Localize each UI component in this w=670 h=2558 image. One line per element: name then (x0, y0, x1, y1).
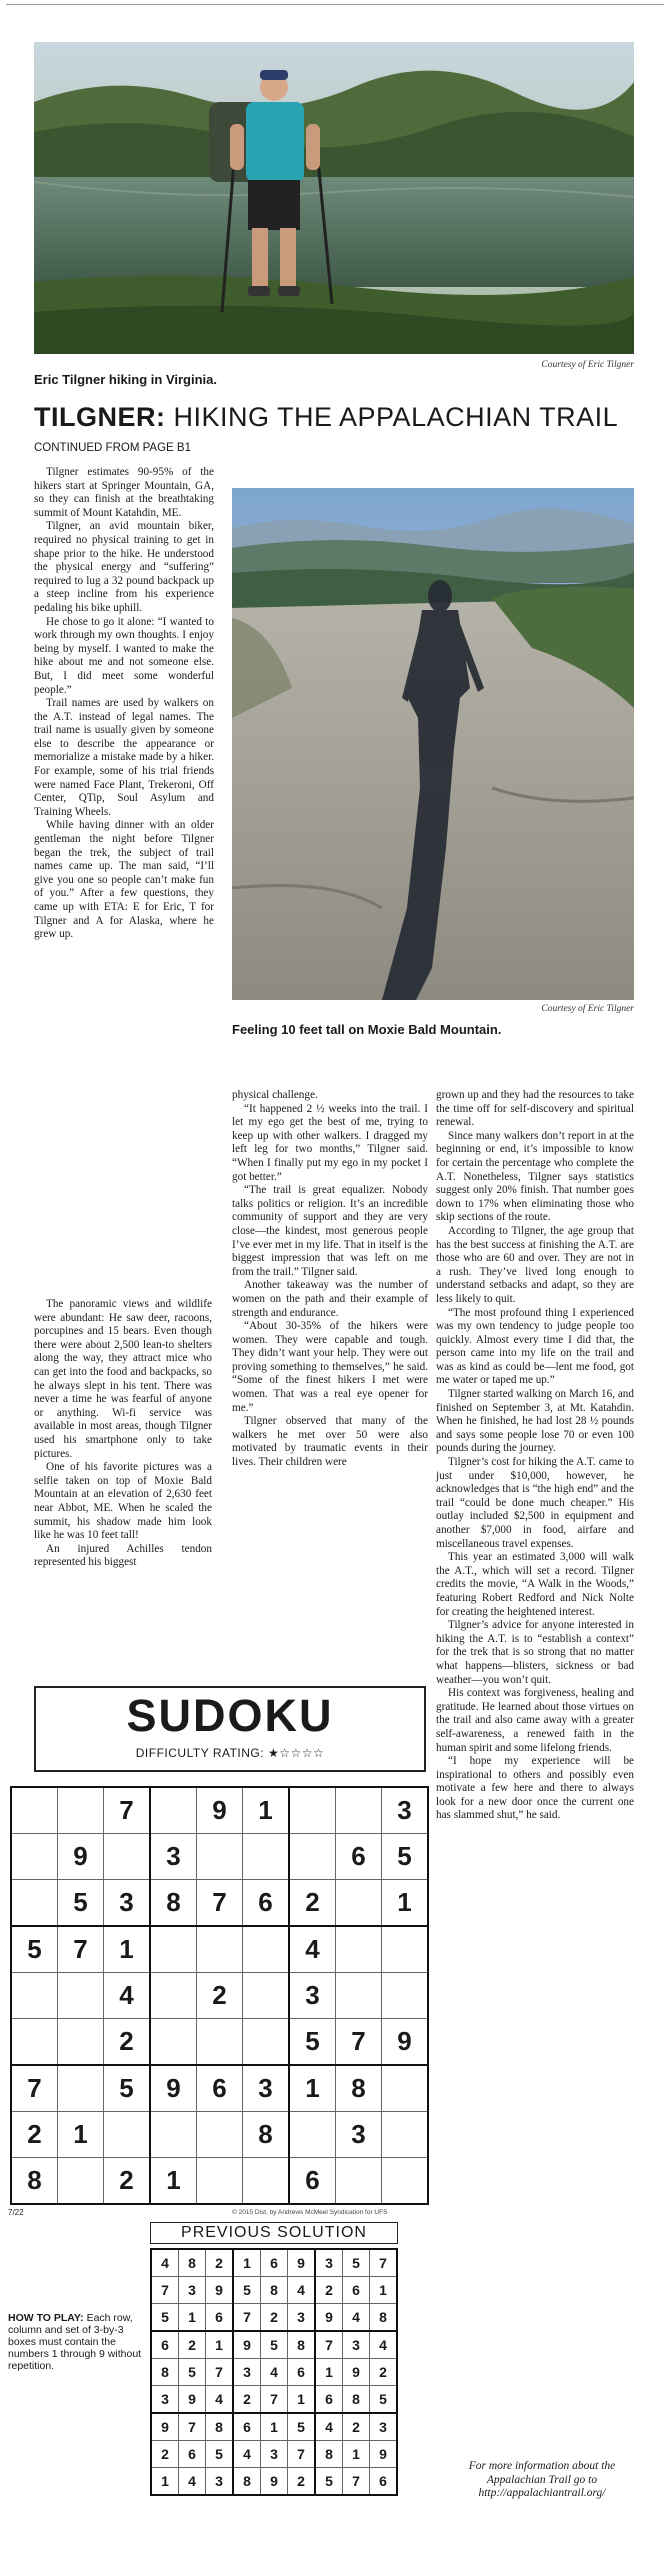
solution-cell: 5 (288, 2413, 316, 2441)
sudoku-cell (243, 2158, 290, 2205)
sudoku-cell: 8 (150, 1880, 197, 1927)
solution-cell: 7 (179, 2413, 206, 2441)
sudoku-row (11, 1973, 428, 2019)
solution-cell: 5 (343, 2249, 370, 2277)
solution-cell: 1 (233, 2249, 261, 2277)
sudoku-cell (243, 2019, 290, 2066)
solution-row (151, 2249, 397, 2277)
sudoku-row (11, 2019, 428, 2066)
sudoku-cell (197, 2019, 243, 2066)
sudoku-cell (150, 2019, 197, 2066)
sudoku-cell: 8 (336, 2065, 382, 2112)
solution-cell: 1 (370, 2277, 398, 2304)
puzzle-copyright: © 2015 Dist. by Andrews McMeel Syndication for UFS (232, 2209, 388, 2216)
sudoku-cell: 9 (197, 1787, 243, 1834)
solution-cell: 4 (343, 2304, 370, 2332)
solution-cell: 9 (179, 2386, 206, 2414)
sudoku-cell: 3 (336, 2112, 382, 2158)
solution-cell: 5 (370, 2386, 398, 2414)
sudoku-cell: 5 (289, 2019, 336, 2066)
solution-row (151, 2304, 397, 2332)
solution-cell: 8 (206, 2413, 234, 2441)
solution-cell: 1 (343, 2441, 370, 2468)
solution-cell: 7 (233, 2304, 261, 2332)
solution-cell: 7 (288, 2441, 316, 2468)
solution-cell: 3 (206, 2468, 234, 2496)
sudoku-cell (336, 1880, 382, 1927)
sudoku-cell (336, 1787, 382, 1834)
sudoku-cell: 8 (11, 2158, 58, 2205)
sudoku-cell (382, 2158, 429, 2205)
solution-cell: 1 (206, 2331, 234, 2359)
paragraph: “The most profound thing I experienced was my own tendency to judge people too quickly. Almost every time I did that, the person came into my life on the trail and was as kind as could be—lent me food, got me water or taped me up.” (436, 1306, 634, 1387)
solution-cell: 6 (288, 2359, 316, 2386)
solution-cell: 7 (343, 2468, 370, 2496)
sudoku-row (11, 2158, 428, 2205)
sudoku-cell (197, 1926, 243, 1973)
sudoku-cell: 7 (104, 1787, 151, 1834)
paragraph: Tilgner started walking on March 16, and finished on September 3, at Mt. Katahdin. When he finished, he had lost 28 ½ pounds and says some people lose 70 or even 100 pounds during the journey. (436, 1388, 634, 1455)
top-rule (6, 4, 664, 5)
solution-cell: 1 (315, 2359, 343, 2386)
solution-cell: 7 (151, 2277, 179, 2304)
sudoku-cell (382, 1926, 429, 1973)
solution-cell: 9 (315, 2304, 343, 2332)
solution-row (151, 2413, 397, 2441)
sudoku-cell: 5 (11, 1926, 58, 1973)
solution-cell: 3 (343, 2331, 370, 2359)
solution-cell: 1 (261, 2413, 288, 2441)
sudoku-cell: 2 (197, 1973, 243, 2019)
paragraph: Since many walkers don’t report in at the beginning or end, it’s impossible to know for certain the percentage who complete the A.T. Nonetheless, Tilgner says statistics suggest only 20% finish. That number goes down to 17% when eliminating those who skip sections of the route. (436, 1129, 634, 1224)
paragraph: An injured Achilles tendon represented his biggest (34, 1542, 212, 1569)
how-to-play (8, 2312, 146, 2372)
sudoku-cell: 1 (150, 2158, 197, 2205)
solution-cell: 3 (261, 2441, 288, 2468)
sudoku-cell: 3 (104, 1880, 151, 1927)
solution-cell: 3 (288, 2304, 316, 2332)
paragraph: “I hope my experience will be inspirational to others and possibly even motivate a few here and there to always look for a new door once the current one has slammed shut,” he said. (436, 1755, 634, 1822)
sudoku-cell (336, 1973, 382, 2019)
sudoku-cell: 8 (243, 2112, 290, 2158)
solution-cell: 9 (343, 2359, 370, 2386)
solution-row (151, 2277, 397, 2304)
sudoku-cell: 5 (382, 1834, 429, 1880)
article-column-1 (34, 466, 214, 942)
sudoku-cell (58, 2158, 104, 2205)
sudoku-cell: 1 (289, 2065, 336, 2112)
solution-cell: 6 (315, 2386, 343, 2414)
sudoku-cell: 4 (104, 1973, 151, 2019)
solution-cell: 2 (151, 2441, 179, 2468)
shadow-photo (232, 488, 634, 1000)
sudoku-cell (382, 2065, 429, 2112)
solution-cell: 8 (179, 2249, 206, 2277)
solution-cell: 2 (315, 2277, 343, 2304)
solution-cell: 2 (370, 2359, 398, 2386)
sudoku-cell (58, 1787, 104, 1834)
sudoku-cell: 7 (336, 2019, 382, 2066)
sudoku-cell: 7 (197, 1880, 243, 1927)
solution-cell: 7 (370, 2249, 398, 2277)
solution-cell: 2 (261, 2304, 288, 2332)
photo1-credit: Courtesy of Eric Tilgner (541, 360, 634, 370)
sudoku-cell: 9 (150, 2065, 197, 2112)
paragraph: Another takeaway was the number of women on the path and their example of strength and endurance. (232, 1279, 428, 1319)
continued-from: CONTINUED FROM PAGE B1 (34, 442, 191, 454)
solution-cell: 5 (233, 2277, 261, 2304)
solution-cell: 1 (179, 2304, 206, 2332)
headline-name: TILGNER: (34, 402, 166, 432)
how-to-play-label: HOW TO PLAY: (8, 2312, 84, 2324)
paragraph: “The trail is great equalizer. Nobody talks politics or religion. It’s an incredible community of support and they are very close—the kindest, most generous people I’ve ever met in my life. That in itself is the biggest impression that was left on me from the trail.” Tilgner said. (232, 1184, 428, 1278)
sudoku-cell (197, 1834, 243, 1880)
puzzle-date: 7/22 (8, 2208, 24, 2217)
sudoku-cell: 6 (197, 2065, 243, 2112)
solution-cell: 7 (206, 2359, 234, 2386)
paragraph: One of his favorite pictures was a selfie taken on top of Moxie Bald Mountain at an elevation of 2,630 feet near Abbot, ME. When he scaled the summit, his shadow made him look like he was 10 feet tall! (34, 1461, 212, 1542)
solution-cell: 4 (261, 2359, 288, 2386)
sudoku-cell (11, 2019, 58, 2066)
paragraph: Tilgner, an avid mountain biker, required no physical training to get in shape prior to the hike. He understood the physical energy and “suffering” required to lug a 32 pound backpack up a steep incline from his experience pedaling his bike uphill. (34, 520, 214, 614)
sudoku-cell: 1 (58, 2112, 104, 2158)
solution-row (151, 2331, 397, 2359)
sudoku-cell (104, 2112, 151, 2158)
sudoku-cell: 2 (104, 2158, 151, 2205)
paragraph: Trail names are used by walkers on the A.T. instead of legal names. The trail name is usually given by someone else to describe the appearance or memorialize a mistake made by a hiker. For example, some of his trial friends were named Face Plant, Trekeroni, Off Center, QTip, Soul Asylum and Training Wheels. (34, 697, 214, 818)
sudoku-cell (289, 2112, 336, 2158)
how-to-play-text: Each row, column and set of 3-by-3 boxes must contain the numbers 1 through 9 without repetition. (8, 2312, 142, 2372)
photo2-caption: Feeling 10 feet tall on Moxie Bald Mountain. (232, 1022, 502, 1037)
sudoku-cell (197, 2112, 243, 2158)
solution-cell: 6 (233, 2413, 261, 2441)
sudoku-cell: 6 (289, 2158, 336, 2205)
solution-cell: 8 (261, 2277, 288, 2304)
sudoku-cell: 6 (243, 1880, 290, 1927)
sudoku-cell (289, 1787, 336, 1834)
sudoku-cell (58, 2019, 104, 2066)
sudoku-cell (150, 2112, 197, 2158)
solution-cell: 4 (233, 2441, 261, 2468)
paragraph: Tilgner estimates 90-95% of the hikers start at Springer Mountain, GA, so they can finish at the breathtaking summit of Mount Katahdin, ME. (34, 466, 214, 519)
solution-cell: 8 (343, 2386, 370, 2414)
sudoku-cell: 9 (382, 2019, 429, 2066)
sudoku-row (11, 1926, 428, 1973)
sudoku-header (34, 1686, 426, 1772)
solution-cell: 9 (151, 2413, 179, 2441)
sudoku-row (11, 1834, 428, 1880)
solution-cell: 2 (288, 2468, 316, 2496)
sudoku-cell (243, 1973, 290, 2019)
sudoku-cell: 6 (336, 1834, 382, 1880)
paragraph: This year an estimated 3,000 will walk the A.T., which will set a record. Tilgner credits the movie, “A Walk in the Woods,” featuring Robert Redford and Nick Nolte for creating the heightened interest. (436, 1551, 634, 1618)
sudoku-row (11, 1787, 428, 1834)
solution-cell: 4 (179, 2468, 206, 2496)
article-column-1-lower (34, 1298, 212, 1570)
paragraph: “It happened 2 ½ weeks into the trail. I let my ego get the best of me, trying to keep up with other walkers. I dragged my left leg for two months,” Tilgner said. “When I finally put my ego in my pocket I got better.” (232, 1102, 428, 1183)
sudoku-cell: 5 (104, 2065, 151, 2112)
solution-cell: 3 (370, 2413, 398, 2441)
sudoku-row (11, 2065, 428, 2112)
sudoku-cell (289, 1834, 336, 1880)
sudoku-cell (336, 2158, 382, 2205)
solution-cell: 8 (288, 2331, 316, 2359)
sudoku-puzzle-grid (10, 1786, 429, 2205)
solution-cell: 4 (288, 2277, 316, 2304)
sudoku-cell: 2 (289, 1880, 336, 1927)
sudoku-cell (150, 1973, 197, 2019)
sudoku-cell: 2 (11, 2112, 58, 2158)
paragraph: His context was forgiveness, healing and gratitude. He learned about those virtues on the trail and also came away with a greater self-awareness, a renewed faith in the human spirit and some lifelong friends. (436, 1687, 634, 1754)
solution-cell: 7 (315, 2331, 343, 2359)
shadow-mountain-image (232, 488, 634, 1000)
sudoku-cell: 7 (11, 2065, 58, 2112)
difficulty-rating: DIFFICULTY RATING: ★☆☆☆☆ (135, 1746, 325, 1760)
paragraph: While having dinner with an older gentleman the night before Tilgner began the trek, the subject of trail names came up. The man said, “I’ll give you one so people can’t make fun of you.” After a few questions, they came up with ETA: E for Eric, T for Tilgner and A for Alaska, where he grew up. (34, 819, 214, 941)
solution-row (151, 2359, 397, 2386)
sudoku-cell (58, 1973, 104, 2019)
solution-cell: 6 (370, 2468, 398, 2496)
solution-cell: 3 (233, 2359, 261, 2386)
solution-cell: 5 (315, 2468, 343, 2496)
sudoku-cell: 9 (58, 1834, 104, 1880)
sudoku-cell: 3 (150, 1834, 197, 1880)
solution-cell: 5 (151, 2304, 179, 2332)
sudoku-cell: 7 (58, 1926, 104, 1973)
sudoku-cell (197, 2158, 243, 2205)
paragraph: grown up and they had the resources to take the time off for self-discovery and spiritual renewal. (436, 1089, 634, 1129)
sudoku-cell: 1 (243, 1787, 290, 1834)
solution-cell: 6 (179, 2441, 206, 2468)
more-info-note: For more information about the Appalachian Trail go to http://appalachiantrail.org/ (468, 2460, 616, 2500)
solution-cell: 5 (206, 2441, 234, 2468)
solution-cell: 1 (151, 2468, 179, 2496)
sudoku-cell: 3 (243, 2065, 290, 2112)
solution-cell: 6 (151, 2331, 179, 2359)
sudoku-cell: 5 (58, 1880, 104, 1927)
sudoku-cell: 3 (382, 1787, 429, 1834)
sudoku-cell (382, 1973, 429, 2019)
sudoku-cell (150, 1926, 197, 1973)
solution-cell: 2 (206, 2249, 234, 2277)
hiker-lake-image (34, 42, 634, 354)
solution-cell: 4 (370, 2331, 398, 2359)
hiker-photo (34, 42, 634, 354)
solution-cell: 9 (261, 2468, 288, 2496)
article-column-3 (436, 1089, 634, 1823)
sudoku-cell (11, 1787, 58, 1834)
previous-solution-title: PREVIOUS SOLUTION (150, 2222, 398, 2244)
solution-cell: 4 (151, 2249, 179, 2277)
paragraph: According to Tilgner, the age group that has the best success at finishing the A.T. are those who are 60 and over. They are not in a rush. They’ve lived long enough to understand setbacks and adapt, so they are less likely to quit. (436, 1224, 634, 1305)
headline-title: HIKING THE APPALACHIAN TRAIL (165, 402, 619, 432)
photo2-credit: Courtesy of Eric Tilgner (541, 1004, 634, 1014)
solution-cell: 4 (315, 2413, 343, 2441)
solution-cell: 2 (343, 2413, 370, 2441)
solution-row (151, 2386, 397, 2414)
solution-cell: 2 (233, 2386, 261, 2414)
solution-cell: 3 (179, 2277, 206, 2304)
paragraph: “About 30-35% of the hikers were women. They were capable and tough. They didn’t want your help. They were out proving something to themselves,” he said. “Some of the finest hikers I met were women. That was a real eye opener for me.” (232, 1320, 428, 1414)
paragraph: physical challenge. (232, 1089, 318, 1101)
solution-cell: 5 (261, 2331, 288, 2359)
sudoku-cell (243, 1834, 290, 1880)
sudoku-cell (58, 2065, 104, 2112)
solution-cell: 5 (179, 2359, 206, 2386)
solution-cell: 8 (151, 2359, 179, 2386)
sudoku-cell (11, 1973, 58, 2019)
solution-cell: 6 (261, 2249, 288, 2277)
sudoku-cell: 1 (104, 1926, 151, 1973)
sudoku-cell (11, 1880, 58, 1927)
previous-solution-grid (150, 2248, 398, 2496)
solution-cell: 9 (288, 2249, 316, 2277)
headline (34, 402, 618, 433)
solution-cell: 9 (206, 2277, 234, 2304)
sudoku-cell (382, 2112, 429, 2158)
sudoku-cell (336, 1926, 382, 1973)
article-column-2 (232, 1089, 428, 1470)
solution-cell: 1 (288, 2386, 316, 2414)
solution-cell: 7 (261, 2386, 288, 2414)
solution-row (151, 2468, 397, 2496)
paragraph: Tilgner observed that many of the walkers he met over 50 were also motivated by traumatic events in their lives. Their children were (232, 1415, 428, 1469)
solution-cell: 3 (315, 2249, 343, 2277)
paragraph: Tilgner’s cost for hiking the A.T. came to just under $10,000, however, he acknowledges that is “the high end” and the trail “could be done much cheaper.” His outlay included $2,500 in equipment and another $7,000 in food, airfare and miscellaneous travel expenses. (436, 1456, 634, 1550)
photo1-caption: Eric Tilgner hiking in Virginia. (34, 372, 218, 387)
solution-row (151, 2441, 397, 2468)
paragraph: The panoramic views and wildlife were abundant: He saw deer, racoons, porcupines and 15 bears. Even though there were about 2,500 lean-to shelters along the way, they attract mice who can get into the food and backpacks, so he always slept in his tent. There was never a time he was fearful of anyone or anything. Wi-fi service was available in most areas, though Tilgner used his smartphone only to take pictures. (34, 1298, 212, 1460)
solution-cell: 8 (370, 2304, 398, 2332)
solution-cell: 9 (370, 2441, 398, 2468)
solution-cell: 6 (343, 2277, 370, 2304)
sudoku-cell (150, 1787, 197, 1834)
solution-cell: 2 (179, 2331, 206, 2359)
solution-cell: 8 (233, 2468, 261, 2496)
paragraph: Tilgner’s advice for anyone interested in hiking the A.T. is to “establish a context” for the trek that is so strong that no matter what happens—blisters, sickness or bad weather—you won’t quit. (436, 1619, 634, 1686)
sudoku-row (11, 1880, 428, 1927)
sudoku-title: SUDOKU (126, 1690, 334, 1741)
sudoku-cell (243, 1926, 290, 1973)
sudoku-cell: 3 (289, 1973, 336, 2019)
sudoku-cell: 4 (289, 1926, 336, 1973)
solution-cell: 6 (206, 2304, 234, 2332)
paragraph: He chose to go it alone: “I wanted to work through my own thoughts. I enjoy being by myself. I wanted to make the hike about me and not someone else. But, I did meet some wonderful people.” (34, 615, 214, 696)
solution-cell: 4 (206, 2386, 234, 2414)
sudoku-cell: 1 (382, 1880, 429, 1927)
solution-cell: 9 (233, 2331, 261, 2359)
sudoku-row (11, 2112, 428, 2158)
solution-cell: 8 (315, 2441, 343, 2468)
solution-cell: 3 (151, 2386, 179, 2414)
sudoku-cell (11, 1834, 58, 1880)
sudoku-cell (104, 1834, 151, 1880)
sudoku-cell: 2 (104, 2019, 151, 2066)
